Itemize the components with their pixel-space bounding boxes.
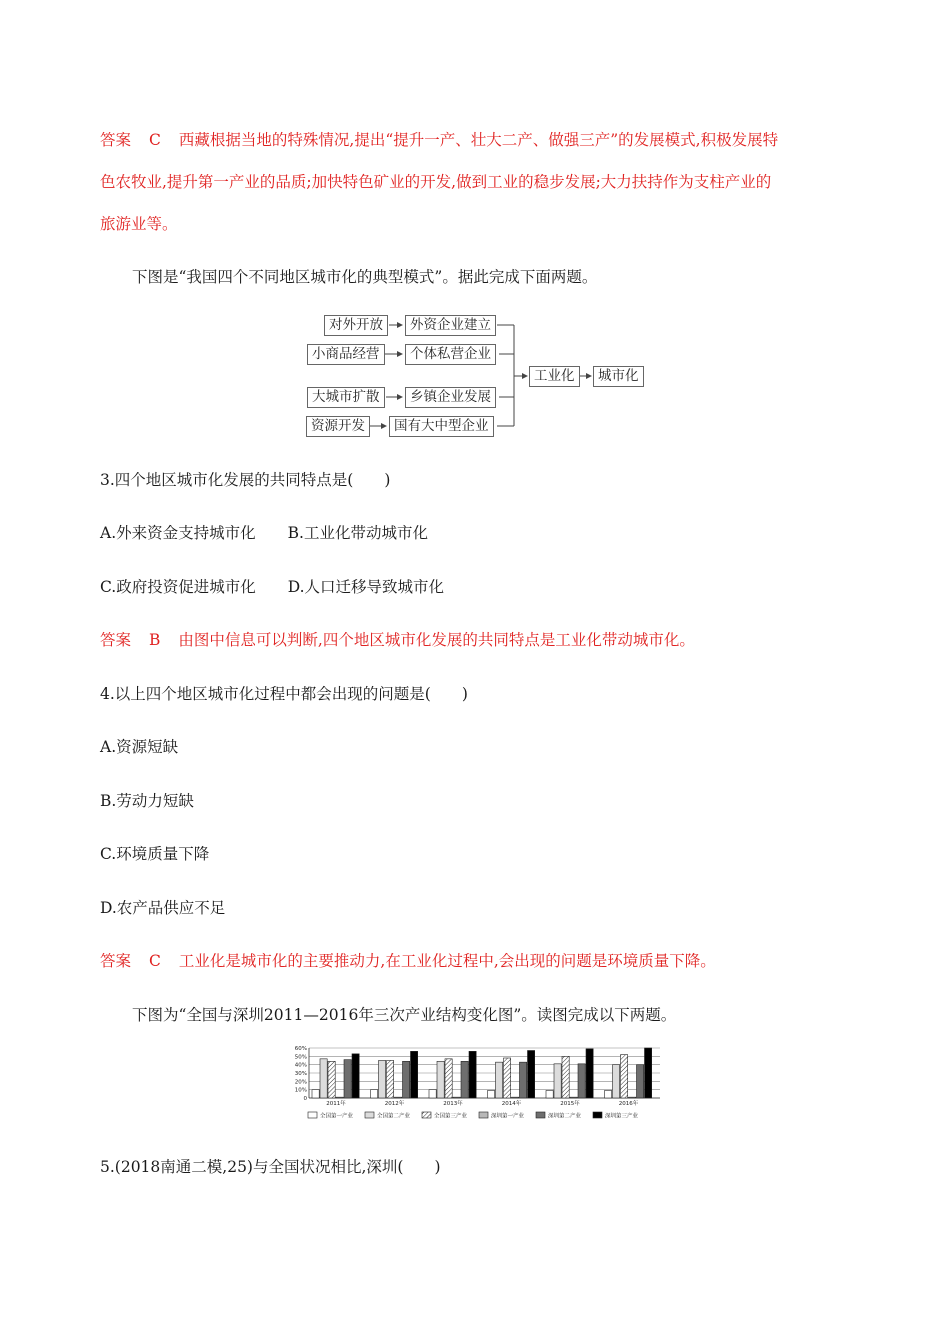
industry-structure-chart — [288, 1044, 664, 1124]
y-tick-label: 10% — [294, 1087, 307, 1094]
y-tick-label: 40% — [294, 1062, 307, 1069]
answer-text: 西藏根据当地的特殊情况,提出“提升一产、壮大二产、做强三产”的发展模式,积极发展特 — [178, 131, 779, 149]
question-4-option-b: B.劳动力短缺 — [100, 792, 194, 810]
bar — [312, 1090, 319, 1098]
bar — [469, 1051, 476, 1098]
bar — [453, 1097, 460, 1098]
legend-swatch — [479, 1112, 488, 1118]
flow-middle-1: 外资企业建立 — [405, 315, 496, 336]
question-3-options-ab — [100, 521, 428, 543]
option-b: B.工业化带动城市化 — [287, 524, 428, 542]
question-4-stem: 4.以上四个地区城市化过程中都会出现的问题是( ) — [100, 685, 468, 703]
x-tick-label: 2015年 — [560, 1101, 580, 1107]
legend-swatch — [422, 1112, 431, 1118]
bar — [496, 1062, 503, 1098]
intro-paragraph-1: 下图是“我国四个不同地区城市化的典型模式”。据此完成下面两题。 — [132, 268, 598, 286]
answer-label: 答案 — [100, 631, 132, 649]
bar — [379, 1061, 386, 1099]
answer-choice: C — [149, 952, 161, 970]
flow-middle-4: 国有大中型企业 — [389, 416, 494, 437]
legend-label: 深圳第三产业 — [605, 1113, 639, 1120]
bar — [344, 1060, 351, 1098]
bar — [429, 1090, 436, 1098]
legend-swatch — [365, 1112, 374, 1118]
answer-3 — [100, 628, 695, 650]
answer-text: 由图中信息可以判断,四个地区城市化发展的共同特点是工业化带动城市化。 — [178, 631, 695, 649]
option-c: C.政府投资促进城市化 — [100, 578, 256, 596]
x-tick-label: 2011年 — [326, 1101, 346, 1107]
bar — [336, 1097, 343, 1098]
flow-left-2: 小商品经营 — [307, 344, 385, 365]
legend-label: 全国第三产业 — [434, 1113, 468, 1120]
flow-industrialization: 工业化 — [529, 366, 580, 387]
bar — [403, 1061, 410, 1098]
answer-1-line-2: 色农牧业,提升第一产业的品质;加快特色矿业的开发,做到工业的稳步发展;大力扶持作为支柱产业的 — [100, 173, 772, 191]
legend-label: 深圳第一产业 — [491, 1113, 525, 1120]
bar — [570, 1097, 577, 1098]
legend-label: 全国第一产业 — [320, 1113, 354, 1120]
legend-swatch — [593, 1112, 602, 1118]
bar — [488, 1091, 495, 1099]
bar — [320, 1059, 327, 1098]
intro-paragraph-2: 下图为“全国与深圳2011—2016年三次产业结构变化图”。读图完成以下两题。 — [132, 1006, 677, 1024]
bar — [512, 1097, 519, 1098]
bar — [578, 1064, 585, 1098]
option-d: D.人口迁移导致城市化 — [287, 578, 445, 596]
bar — [613, 1065, 620, 1098]
bar — [437, 1061, 444, 1098]
bar — [546, 1091, 553, 1099]
flow-left-4: 资源开发 — [306, 416, 370, 437]
answer-choice: C — [149, 131, 161, 149]
x-tick-label: 2014年 — [501, 1101, 522, 1107]
x-tick-label: 2013年 — [443, 1101, 463, 1107]
bar — [387, 1061, 394, 1099]
bar — [637, 1065, 644, 1098]
question-3-options-cd — [100, 575, 444, 597]
y-tick-label: 60% — [294, 1046, 307, 1052]
answer-4 — [100, 949, 716, 971]
answer-choice: B — [149, 631, 161, 649]
bar — [562, 1056, 569, 1098]
y-tick-label: 50% — [294, 1054, 307, 1061]
option-a: A.外来资金支持城市化 — [100, 524, 256, 542]
bar — [645, 1048, 652, 1098]
answer-label: 答案 — [100, 952, 132, 970]
question-5-stem: 5.(2018南通二模,25)与全国状况相比,深圳( ) — [100, 1158, 441, 1176]
bar — [395, 1097, 402, 1098]
bar — [504, 1058, 511, 1098]
bar — [554, 1064, 561, 1098]
y-tick-label: 30% — [294, 1071, 307, 1077]
flow-left-3: 大城市扩散 — [307, 387, 385, 408]
legend-swatch — [308, 1112, 317, 1118]
flow-middle-3: 乡镇企业发展 — [405, 387, 496, 408]
flow-urbanization: 城市化 — [593, 366, 644, 387]
bar — [411, 1051, 418, 1098]
bar — [371, 1090, 378, 1098]
flow-middle-2: 个体私营企业 — [405, 344, 496, 365]
bar — [621, 1055, 628, 1098]
x-tick-label: 2016年 — [618, 1101, 639, 1107]
question-3-stem: 3.四个地区城市化发展的共同特点是( ) — [100, 471, 391, 489]
legend-label: 深圳第二产业 — [548, 1113, 582, 1120]
bar — [328, 1061, 335, 1098]
question-4-option-c: C.环境质量下降 — [100, 845, 210, 863]
bar — [605, 1091, 612, 1099]
legend-swatch — [536, 1112, 545, 1118]
bar — [352, 1054, 359, 1098]
flow-left-1: 对外开放 — [324, 315, 388, 336]
bar — [445, 1059, 452, 1098]
question-4-option-d: D.农产品供应不足 — [100, 899, 226, 917]
bar — [520, 1062, 527, 1098]
answer-label: 答案 — [100, 131, 132, 149]
y-tick-label: 20% — [294, 1079, 307, 1086]
y-tick-label: 0 — [303, 1096, 307, 1102]
x-tick-label: 2012年 — [384, 1101, 405, 1107]
question-4-option-a: A.资源短缺 — [100, 738, 179, 756]
bar — [586, 1049, 593, 1098]
bar — [461, 1061, 468, 1098]
answer-1-line-3: 旅游业等。 — [100, 215, 178, 233]
answer-text: 工业化是城市化的主要推动力,在工业化过程中,会出现的问题是环境质量下降。 — [178, 952, 716, 970]
bar — [528, 1051, 535, 1099]
bar — [629, 1097, 636, 1098]
legend-label: 全国第二产业 — [377, 1113, 411, 1120]
